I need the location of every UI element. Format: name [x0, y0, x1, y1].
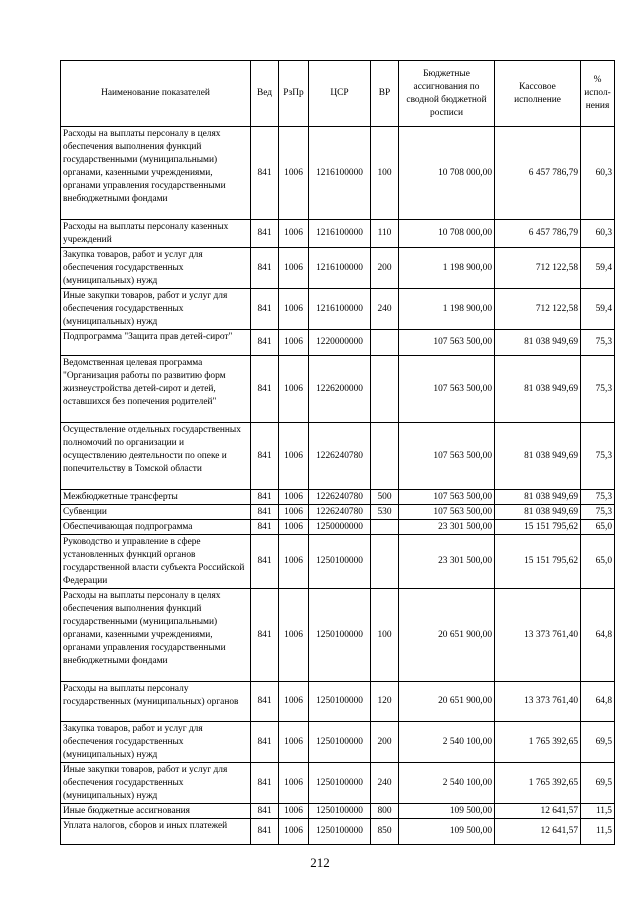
- cell-csr: 1250100000: [309, 722, 371, 763]
- cell-cash: 81 038 949,69: [495, 330, 581, 356]
- cell-budget: 10 708 000,00: [399, 127, 495, 220]
- cell-ved: 841: [251, 330, 279, 356]
- table-row: [61, 535, 615, 589]
- cell-budget: 10 708 000,00: [399, 220, 495, 248]
- cell-rzpr: 1006: [279, 423, 309, 490]
- cell-csr: 1216100000: [309, 220, 371, 248]
- cell-vr: [371, 535, 399, 589]
- cell-ved: 841: [251, 248, 279, 289]
- table-row: [61, 423, 615, 490]
- cell-vr: [371, 423, 399, 490]
- cell-pct: 11,5: [581, 804, 615, 819]
- cell-csr: 1250100000: [309, 804, 371, 819]
- cell-cash: 712 122,58: [495, 289, 581, 330]
- cell-rzpr: 1006: [279, 330, 309, 356]
- cell-name: Иные закупки товаров, работ и услуг для обеспечения государственных (муниципальных) нужд: [61, 289, 251, 330]
- cell-budget: 23 301 500,00: [399, 520, 495, 535]
- cell-budget: 2 540 100,00: [399, 763, 495, 804]
- cell-ved: 841: [251, 520, 279, 535]
- cell-name: Субвенции: [61, 505, 251, 520]
- cell-csr: 1250100000: [309, 763, 371, 804]
- cell-pct: 59,4: [581, 289, 615, 330]
- header-rzpr: РзПр: [279, 61, 309, 127]
- page-number: 212: [310, 855, 330, 870]
- document-page: [60, 60, 614, 845]
- cell-cash: 6 457 786,79: [495, 127, 581, 220]
- cell-rzpr: 1006: [279, 289, 309, 330]
- cell-vr: 240: [371, 763, 399, 804]
- cell-rzpr: 1006: [279, 220, 309, 248]
- cell-cash: 6 457 786,79: [495, 220, 581, 248]
- cell-vr: 100: [371, 127, 399, 220]
- cell-vr: 800: [371, 804, 399, 819]
- table-row: [61, 520, 615, 535]
- cell-rzpr: 1006: [279, 535, 309, 589]
- cell-pct: 11,5: [581, 819, 615, 845]
- cell-pct: 75,3: [581, 330, 615, 356]
- cell-pct: 75,3: [581, 356, 615, 423]
- cell-rzpr: 1006: [279, 763, 309, 804]
- cell-cash: 81 038 949,69: [495, 505, 581, 520]
- cell-pct: 75,3: [581, 423, 615, 490]
- cell-pct: 64,8: [581, 589, 615, 682]
- cell-csr: 1216100000: [309, 289, 371, 330]
- cell-ved: 841: [251, 127, 279, 220]
- cell-vr: [371, 356, 399, 423]
- cell-cash: 1 765 392,65: [495, 763, 581, 804]
- cell-csr: 1250100000: [309, 535, 371, 589]
- cell-name: Подпрограмма "Защита прав детей-сирот": [61, 330, 251, 356]
- cell-pct: 59,4: [581, 248, 615, 289]
- cell-pct: 75,3: [581, 490, 615, 505]
- cell-pct: 64,8: [581, 682, 615, 722]
- header-name: Наименование показателей: [61, 61, 251, 127]
- cell-pct: 65,0: [581, 520, 615, 535]
- cell-csr: 1226240780: [309, 505, 371, 520]
- cell-name: Осуществление отдельных государственных полномочий по организации и осуществлению деятельности по опеке и попечительству в Томской области: [61, 423, 251, 490]
- cell-budget: 107 563 500,00: [399, 330, 495, 356]
- cell-vr: 110: [371, 220, 399, 248]
- cell-budget: 107 563 500,00: [399, 423, 495, 490]
- header-cash: Кассовое исполнение: [495, 61, 581, 127]
- cell-name: Руководство и управление в сфере установленных функций органов государственной власти субъекта Российской Федерации: [61, 535, 251, 589]
- cell-pct: 75,3: [581, 505, 615, 520]
- header-vr: ВР: [371, 61, 399, 127]
- table-row: [61, 490, 615, 505]
- cell-vr: [371, 330, 399, 356]
- cell-cash: 81 038 949,69: [495, 490, 581, 505]
- cell-budget: 107 563 500,00: [399, 505, 495, 520]
- cell-name: Расходы на выплаты персоналу государственных (муниципальных) органов: [61, 682, 251, 722]
- cell-cash: 12 641,57: [495, 804, 581, 819]
- cell-csr: 1250000000: [309, 520, 371, 535]
- cell-name: Закупка товаров, работ и услуг для обеспечения государственных (муниципальных) нужд: [61, 248, 251, 289]
- cell-name: Ведомственная целевая программа "Организация работы по развитию форм жизнеустройства детей-сирот и детей, оставшихся без попечения родителей": [61, 356, 251, 423]
- table-row: [61, 289, 615, 330]
- table-row: [61, 589, 615, 682]
- cell-ved: 841: [251, 505, 279, 520]
- cell-ved: 841: [251, 423, 279, 490]
- cell-rzpr: 1006: [279, 505, 309, 520]
- cell-rzpr: 1006: [279, 127, 309, 220]
- cell-cash: 13 373 761,40: [495, 589, 581, 682]
- table-row: [61, 505, 615, 520]
- cell-budget: 107 563 500,00: [399, 356, 495, 423]
- cell-cash: 1 765 392,65: [495, 722, 581, 763]
- cell-vr: 200: [371, 722, 399, 763]
- cell-name: Иные закупки товаров, работ и услуг для обеспечения государственных (муниципальных) нужд: [61, 763, 251, 804]
- cell-name: Иные бюджетные ассигнования: [61, 804, 251, 819]
- cell-csr: 1250100000: [309, 682, 371, 722]
- cell-ved: 841: [251, 763, 279, 804]
- cell-budget: 109 500,00: [399, 804, 495, 819]
- header-csr: ЦСР: [309, 61, 371, 127]
- table-row: [61, 804, 615, 819]
- cell-name: Уплата налогов, сборов и иных платежей: [61, 819, 251, 845]
- cell-ved: 841: [251, 289, 279, 330]
- header-pct: % испол-нения: [581, 61, 615, 127]
- cell-budget: 20 651 900,00: [399, 589, 495, 682]
- cell-vr: 530: [371, 505, 399, 520]
- cell-ved: 841: [251, 356, 279, 423]
- table-row: [61, 763, 615, 804]
- table-body: [61, 127, 615, 845]
- cell-cash: 15 151 795,62: [495, 520, 581, 535]
- cell-csr: 1250100000: [309, 589, 371, 682]
- cell-vr: 500: [371, 490, 399, 505]
- cell-vr: 100: [371, 589, 399, 682]
- cell-csr: 1226240780: [309, 423, 371, 490]
- cell-csr: 1216100000: [309, 248, 371, 289]
- cell-budget: 2 540 100,00: [399, 722, 495, 763]
- cell-vr: 200: [371, 248, 399, 289]
- cell-csr: 1216100000: [309, 127, 371, 220]
- header-budget: Бюджетные ассигнования по сводной бюджетной росписи: [399, 61, 495, 127]
- cell-pct: 60,3: [581, 127, 615, 220]
- cell-ved: 841: [251, 722, 279, 763]
- table-row: [61, 356, 615, 423]
- cell-name: Расходы на выплаты персоналу в целях обеспечения выполнения функций государственными (муниципальными) органами, казенными учреждениями, органами управления государственными внебюджетными фондами: [61, 127, 251, 220]
- table-row: [61, 248, 615, 289]
- cell-rzpr: 1006: [279, 804, 309, 819]
- table-row: [61, 330, 615, 356]
- cell-cash: 81 038 949,69: [495, 423, 581, 490]
- cell-budget: 20 651 900,00: [399, 682, 495, 722]
- cell-ved: 841: [251, 682, 279, 722]
- cell-ved: 841: [251, 535, 279, 589]
- cell-name: Расходы на выплаты персоналу в целях обеспечения выполнения функций государственными (муниципальными) органами, казенными учреждениями, органами управления государственными внебюджетными фондами: [61, 589, 251, 682]
- cell-cash: 13 373 761,40: [495, 682, 581, 722]
- cell-cash: 12 641,57: [495, 819, 581, 845]
- cell-budget: 109 500,00: [399, 819, 495, 845]
- cell-budget: 23 301 500,00: [399, 535, 495, 589]
- cell-budget: 1 198 900,00: [399, 248, 495, 289]
- cell-name: Межбюджетные трансферты: [61, 490, 251, 505]
- cell-csr: 1226200000: [309, 356, 371, 423]
- cell-vr: 240: [371, 289, 399, 330]
- cell-pct: 60,3: [581, 220, 615, 248]
- cell-cash: 712 122,58: [495, 248, 581, 289]
- cell-ved: 841: [251, 589, 279, 682]
- cell-cash: 15 151 795,62: [495, 535, 581, 589]
- cell-ved: 841: [251, 490, 279, 505]
- cell-rzpr: 1006: [279, 520, 309, 535]
- cell-rzpr: 1006: [279, 248, 309, 289]
- cell-ved: 841: [251, 804, 279, 819]
- header-ved: Вед: [251, 61, 279, 127]
- cell-rzpr: 1006: [279, 682, 309, 722]
- cell-ved: 841: [251, 819, 279, 845]
- cell-rzpr: 1006: [279, 356, 309, 423]
- cell-csr: 1250100000: [309, 819, 371, 845]
- table-row: [61, 127, 615, 220]
- cell-vr: 850: [371, 819, 399, 845]
- cell-vr: 120: [371, 682, 399, 722]
- table-row: [61, 220, 615, 248]
- cell-name: Закупка товаров, работ и услуг для обеспечения государственных (муниципальных) нужд: [61, 722, 251, 763]
- cell-rzpr: 1006: [279, 490, 309, 505]
- cell-ved: 841: [251, 220, 279, 248]
- cell-budget: 1 198 900,00: [399, 289, 495, 330]
- table-row: [61, 682, 615, 722]
- cell-cash: 81 038 949,69: [495, 356, 581, 423]
- budget-table: [60, 60, 615, 845]
- cell-pct: 65,0: [581, 535, 615, 589]
- table-header-row: [61, 61, 615, 127]
- cell-csr: 1226240780: [309, 490, 371, 505]
- cell-name: Обеспечивающая подпрограмма: [61, 520, 251, 535]
- cell-name: Расходы на выплаты персоналу казенных учреждений: [61, 220, 251, 248]
- cell-pct: 69,5: [581, 722, 615, 763]
- table-row: [61, 722, 615, 763]
- cell-rzpr: 1006: [279, 722, 309, 763]
- cell-rzpr: 1006: [279, 589, 309, 682]
- cell-vr: [371, 520, 399, 535]
- cell-csr: 1220000000: [309, 330, 371, 356]
- cell-pct: 69,5: [581, 763, 615, 804]
- table-row: [61, 819, 615, 845]
- cell-rzpr: 1006: [279, 819, 309, 845]
- cell-budget: 107 563 500,00: [399, 490, 495, 505]
